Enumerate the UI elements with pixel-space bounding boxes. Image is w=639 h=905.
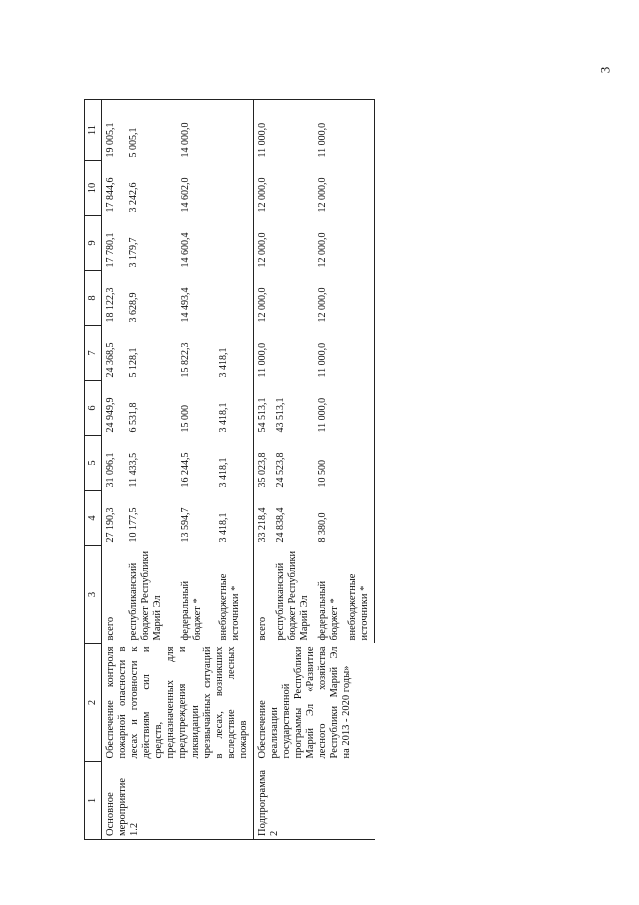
budget-table — [84, 99, 375, 840]
value-cell: 13 594,7 — [180, 507, 192, 543]
value-cell — [272, 326, 314, 381]
value-cell: 12 000,0 — [253, 271, 272, 326]
header-cell: 10 — [85, 161, 102, 216]
header-cell: 5 — [85, 436, 102, 491]
value-cell: 11 000,0 — [253, 100, 272, 161]
value-cell — [215, 216, 253, 271]
value-cell — [215, 161, 253, 216]
value-cell: 17 780,1 — [102, 216, 125, 271]
value-cell — [344, 436, 375, 491]
header-cell: 8 — [85, 271, 102, 326]
header-cell: 11 — [85, 100, 102, 161]
funding-source: внебюджетные источники * — [218, 573, 242, 641]
value-cell: 17 844,6 — [102, 161, 125, 216]
value-cell — [272, 271, 314, 326]
activity-name: Основное мероприятие 1.2 — [102, 762, 254, 840]
header-cell: 1 — [85, 762, 102, 840]
value-cell — [344, 381, 375, 436]
value-cell: 15 822,3 — [180, 342, 192, 378]
value-cell: 6 531,8 — [127, 402, 139, 433]
header-cell: 3 — [85, 546, 102, 644]
funding-source: федеральный бюджет * — [317, 580, 341, 641]
value-cell: 14 493,4 — [180, 287, 192, 323]
value-cell: 24 949,9 — [102, 381, 125, 436]
value-cell: 10 500 — [317, 460, 329, 488]
funding-source: республиканский бюджет Республики Марий Эл — [127, 550, 163, 641]
value-cell — [272, 161, 314, 216]
value-cell: 3 179,7 — [127, 237, 139, 268]
value-cell — [344, 491, 375, 546]
value-cell: 12 000,0 — [317, 232, 329, 268]
value-cell: 33 218,4 — [253, 491, 272, 546]
header-row — [85, 100, 102, 840]
funding-source: всего — [102, 546, 125, 644]
page-number: 3 — [597, 66, 613, 74]
value-cell: 18 122,3 — [102, 271, 125, 326]
value-cell: 11 000,0 — [253, 326, 272, 381]
value-cell: 14 600,4 — [180, 232, 192, 268]
value-cell: 11 000,0 — [317, 342, 329, 378]
value-cell — [215, 100, 253, 161]
value-cell: 19 005,1 — [102, 100, 125, 161]
value-cell: 12 000,0 — [317, 177, 329, 213]
table-row — [102, 100, 125, 840]
funding-source: федеральный бюджет * — [180, 580, 204, 641]
value-cell: 24 368,5 — [102, 326, 125, 381]
funding-source: внебюджетные источники * — [344, 546, 375, 644]
value-cell: 3 418,1 — [218, 512, 230, 543]
rotated-table-wrapper — [84, 100, 546, 840]
value-cell: 14 000,0 — [177, 100, 215, 161]
header-cell: 9 — [85, 216, 102, 271]
value-cell: 24 523,8 — [274, 452, 286, 488]
value-cell — [272, 100, 314, 161]
value-cell: 12 000,0 — [317, 287, 329, 323]
header-cell: 7 — [85, 326, 102, 381]
value-cell — [344, 326, 375, 381]
table-row — [253, 100, 272, 840]
header-cell: 4 — [85, 491, 102, 546]
value-cell: 15 000 — [180, 405, 192, 433]
header-cell: 2 — [85, 644, 102, 762]
subprogram-description: Обеспечение реализации государственной программы Республики Марий Эл «Развитие лесного хозяйства Республики Марий Эл на 2013 - 2020 годы» — [253, 644, 375, 762]
value-cell: 14 602,0 — [180, 177, 192, 213]
value-cell: 31 096,1 — [102, 436, 125, 491]
value-cell: 11 000,0 — [314, 100, 344, 161]
header-cell: 6 — [85, 381, 102, 436]
value-cell — [344, 161, 375, 216]
activity-description: Обеспечение контроля пожарной опасности в лесах и готовности к действиям сил и средств, предназначенных для предупреждения и ликвидации чрезвычайных ситуаций в лесах, возникших вследствие лесных пожаров — [102, 644, 254, 762]
value-cell: 12 000,0 — [253, 216, 272, 271]
funding-source: всего — [253, 546, 272, 644]
value-cell: 16 244,5 — [180, 452, 192, 488]
value-cell: 12 000,0 — [253, 161, 272, 216]
value-cell: 10 177,5 — [127, 507, 139, 543]
value-cell: 3 628,9 — [127, 292, 139, 323]
value-cell — [344, 216, 375, 271]
value-cell — [344, 271, 375, 326]
value-cell: 11 000,0 — [317, 397, 329, 433]
value-cell: 8 380,0 — [317, 512, 329, 543]
subprogram-name: Подпрограмма 2 — [253, 762, 375, 840]
value-cell: 3 242,6 — [127, 182, 139, 213]
value-cell: 3 418,1 — [218, 457, 230, 488]
value-cell: 35 023,8 — [253, 436, 272, 491]
value-cell — [272, 216, 314, 271]
value-cell: 5 005,1 — [125, 100, 178, 161]
value-cell — [344, 100, 375, 161]
value-cell: 27 190,3 — [102, 491, 125, 546]
value-cell: 11 433,5 — [127, 452, 139, 488]
value-cell — [215, 271, 253, 326]
value-cell: 5 128,1 — [127, 347, 139, 378]
funding-source: республиканский бюджет Республики Марий Эл — [274, 550, 310, 641]
value-cell: 43 513,1 — [274, 397, 286, 433]
value-cell: 54 513,1 — [253, 381, 272, 436]
value-cell: 24 838,4 — [274, 507, 286, 543]
value-cell: 3 418,1 — [218, 402, 230, 433]
value-cell: 3 418,1 — [218, 347, 230, 378]
